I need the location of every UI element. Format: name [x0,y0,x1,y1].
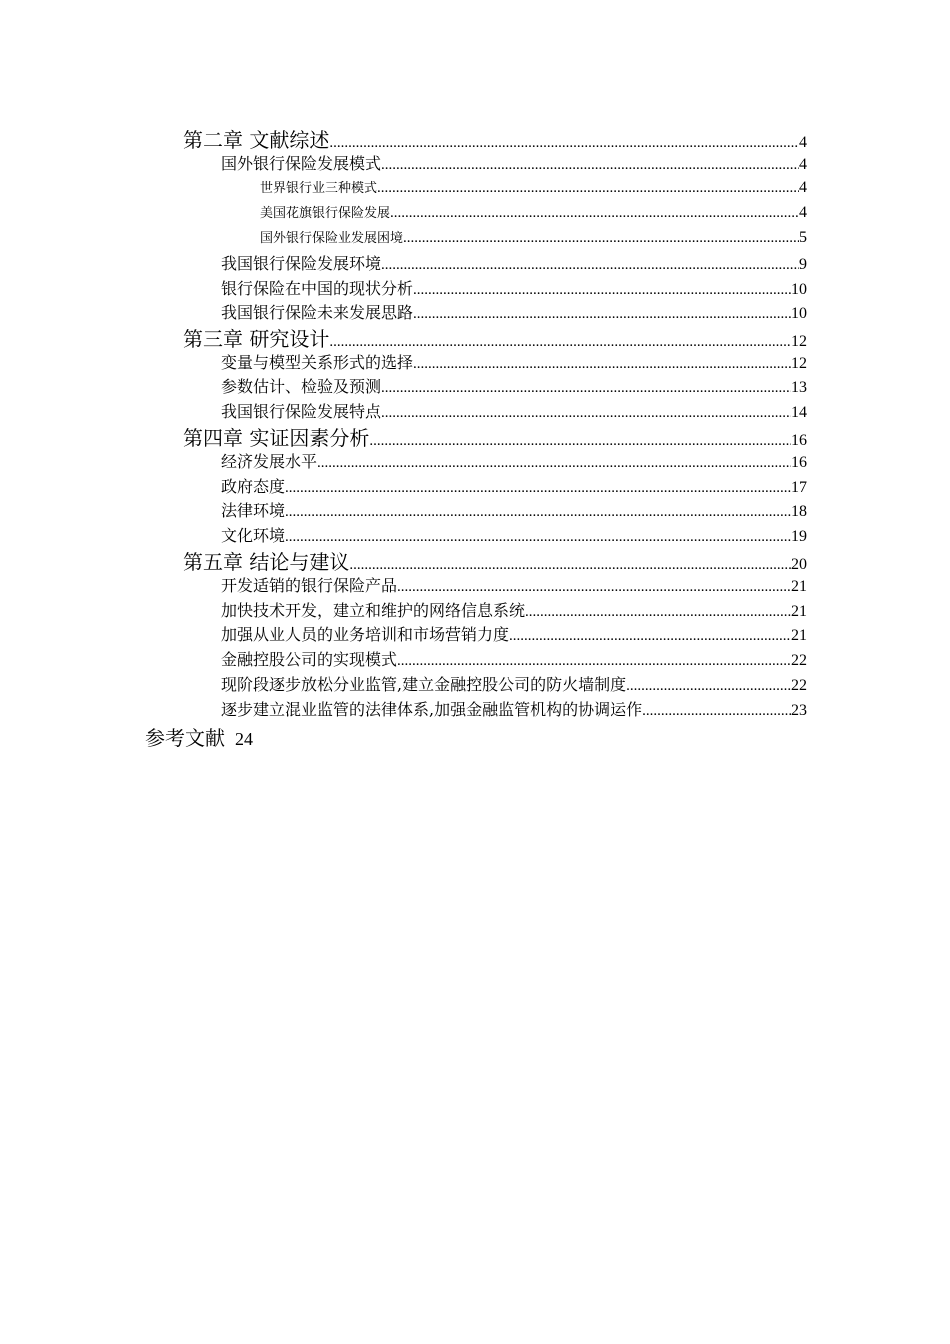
toc-entry-title: 我国银行保险发展特点 [221,402,382,421]
dot-leader [369,433,791,450]
toc-entry[interactable] [221,647,807,670]
dot-leader [413,282,791,299]
toc-entry-page: 9 [799,256,807,273]
toc-entry-page: 16 [791,432,807,449]
toc-entry-page: 10 [791,281,807,298]
dot-leader [381,405,791,422]
toc-entry-title: 国外银行保险发展模式 [221,154,382,173]
toc-entry-title: 法律环境 [221,501,286,520]
toc-entry-title: 文化环境 [221,526,286,545]
toc-entry-title: 世界银行业三种模式 [260,181,378,196]
dot-leader [377,180,799,197]
toc-entry[interactable] [221,449,807,472]
toc-entry-page: 17 [791,479,807,496]
toc-entry-title: 现阶段逐步放松分业监管,建立金融控股公司的防火墙制度 [221,675,627,694]
dot-leader [509,628,791,645]
toc-entry-page: 20 [791,556,807,573]
toc-entry-page: 4 [799,134,807,151]
toc-entry-page: 19 [791,528,807,545]
toc-entry[interactable] [221,573,807,596]
toc-entry-page: 21 [791,603,807,620]
toc-entry-chapter-4[interactable] [183,422,807,451]
toc-entry-page: 13 [791,379,807,396]
references-title: 参考文献 [145,726,225,750]
dot-leader [381,257,799,274]
toc-entry-page: 4 [799,204,807,221]
toc-entry[interactable] [221,350,807,373]
toc-entry-page: 22 [791,652,807,669]
toc-entry-title: 参数估计、检验及预测 [221,377,382,396]
toc-entry-page: 4 [799,179,807,196]
toc-entry-chapter-2[interactable] [183,124,807,153]
toc-entry-page: 5 [799,229,807,246]
dot-leader [525,604,791,621]
dot-leader [413,306,791,323]
toc-entry-page: 18 [791,503,807,520]
dot-leader [403,230,799,247]
toc-entry-title: 我国银行保险发展环境 [221,254,382,273]
toc-entry-page: 21 [791,578,807,595]
toc-entry-page: 16 [791,454,807,471]
toc-entry-title: 银行保险在中国的现状分析 [221,279,414,298]
dot-leader [413,356,791,373]
toc-entry-page: 4 [799,156,807,173]
toc-entry[interactable] [221,399,807,422]
toc-entry-title: 变量与模型关系形式的选择 [221,353,414,372]
toc-entry[interactable] [221,151,807,174]
dot-leader [349,557,791,574]
toc-entry-title: 第四章 实证因素分析 [183,426,370,450]
toc-entry-page: 12 [791,355,807,372]
toc-entry-page: 23 [791,702,807,719]
toc-entry[interactable] [221,622,807,645]
toc-entry[interactable] [221,498,807,521]
toc-entry[interactable] [221,598,807,621]
toc-entry[interactable] [221,672,807,695]
toc-entry-title: 金融控股公司的实现模式 [221,650,398,669]
toc-entry-title: 加强从业人员的业务培训和市场营销力度 [221,625,510,644]
toc-entry[interactable] [221,374,807,397]
dot-leader [285,529,791,546]
toc-entry-chapter-5[interactable] [183,546,807,575]
dot-leader [381,157,799,174]
dot-leader [390,205,799,222]
dot-leader [381,380,791,397]
dot-leader [285,480,791,497]
toc-entry-chapter-3[interactable] [183,323,807,352]
dot-leader [642,703,791,720]
toc-entry-title: 第二章 文献综述 [183,128,330,152]
toc-entry-title: 第三章 研究设计 [183,327,330,351]
toc-entry-title: 开发适销的银行保险产品 [221,576,398,595]
toc-entry-page: 22 [791,677,807,694]
toc-entry-title: 国外银行保险业发展困境 [260,231,404,246]
dot-leader [626,678,791,695]
toc-entry-page: 14 [791,404,807,421]
toc-entry[interactable] [221,251,807,274]
toc-entry[interactable] [221,523,807,546]
dot-leader [329,135,799,152]
toc-entry-title: 经济发展水平 [221,452,318,471]
dot-leader [317,455,791,472]
toc-entry[interactable] [221,474,807,497]
toc-entry[interactable] [260,202,807,222]
toc-entry[interactable] [260,227,807,247]
dot-leader [397,653,791,670]
dot-leader [397,579,791,596]
toc-entry-title: 政府态度 [221,477,286,496]
references-page: 24 [235,729,253,749]
toc-entry-references[interactable] [145,722,253,751]
toc-entry[interactable] [260,177,807,197]
toc-entry-title: 加快技术开发，建立和维护的网络信息系统 [221,601,526,620]
toc-entry-page: 10 [791,305,807,322]
toc-entry-title: 第五章 结论与建议 [183,550,350,574]
toc-entry[interactable] [221,300,807,323]
toc-entry[interactable] [221,697,807,720]
dot-leader [285,504,791,521]
dot-leader [329,334,791,351]
toc-entry-page: 12 [791,333,807,350]
toc-entry-title: 美国花旗银行保险发展 [260,206,391,221]
toc-entry[interactable] [221,276,807,299]
toc-entry-page: 21 [791,627,807,644]
toc-entry-title: 逐步建立混业监管的法律体系,加强金融监管机构的协调运作 [221,700,643,719]
toc-entry-title: 我国银行保险未来发展思路 [221,303,414,322]
